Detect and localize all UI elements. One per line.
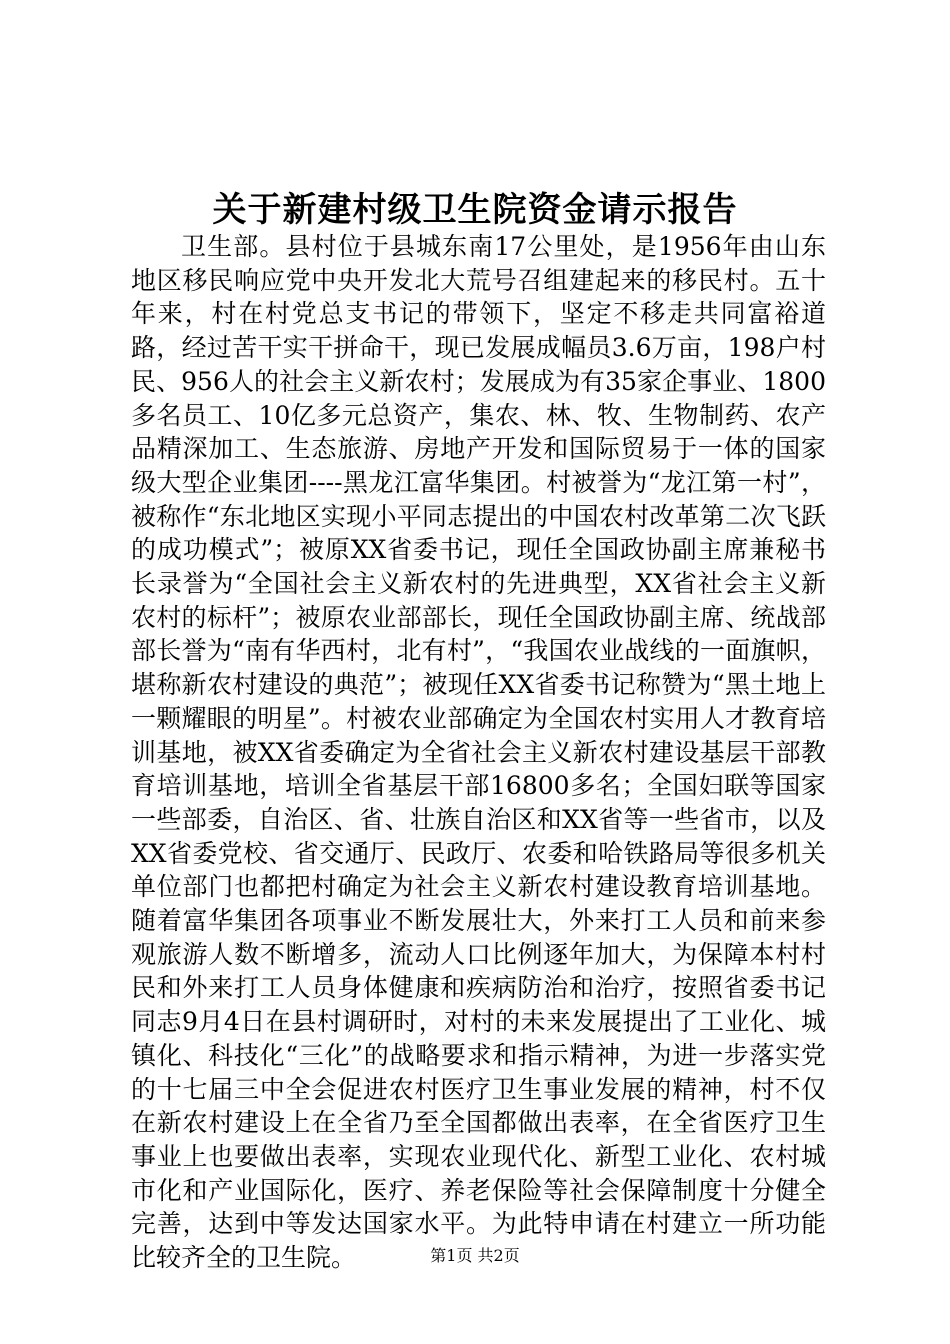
- page-footer: 第1页 共2页: [430, 1246, 520, 1265]
- document-body: [131, 230, 826, 1275]
- body-paragraph: 卫生部。县村位于县城东南17公里处，是1956年由山东地区移民响应党中央开发北大荒号召组建起来的移民村。五十年来，村在村党总支书记的带领下，坚定不移走共同富裕道路，经过苦干实干拼命干，现已发展成幅员3.6万亩，198户村民、956人的社会主义新农村；发展成为有35家企事业、1800多名员工、10亿多元总资产，集农、林、牧、生物制药、农产品精深加工、生态旅游、房地产开发和国际贸易于一体的国家级大型企业集团----黑龙江富华集团。村被誉为“龙江第一村”，被称作“东北地区实现小平同志提出的中国农村改革第二次飞跃的成功模式”；被原XX省委书记，现任全国政协副主席兼秘书长录誉为“全国社会主义新农村的先进典型，XX省社会主义新农村的标杆”；被原农业部部长，现任全国政协副主席、统战部部长誉为“南有华西村，北有村”，“我国农业战线的一面旗帜，堪称新农村建设的典范”；被现任XX省委书记称赞为“黑土地上一颗耀眼的明星”。村被农业部确定为全国农村实用人才教育培训基地，被XX省委确定为全省社会主义新农村建设基层干部教育培训基地，培训全省基层干部16800多名；全国妇联等国家一些部委，自治区、省、壮族自治区和XX省等一些省市，以及XX省委党校、省交通厅、民政厅、农委和哈铁路局等很多机关单位部门也都把村确定为社会主义新农村建设教育培训基地。随着富华集团各项事业不断发展壮大，外来打工人员和前来参观旅游人数不断增多，流动人口比例逐年加大，为保障本村村民和外来打工人员身体健康和疾病防治和治疗，按照省委书记同志9月4日在县村调研时，对村的未来发展提出了工业化、城镇化、科技化“三化”的战略要求和指示精神，为进一步落实党的十七届三中全会促进农村医疗卫生事业发展的精神，村不仅在新农村建设上在全省乃至全国都做出表率，在全省医疗卫生事业上也要做出表率，实现农业现代化、新型工业化、农村城市化和产业国际化，医疗、养老保险等社会保障制度十分健全完善，达到中等发达国家水平。为此特申请在村建立一所功能比较齐全的卫生院。: [131, 232, 826, 1273]
- document-title: 关于新建村级卫生院资金请示报告: [212, 190, 738, 230]
